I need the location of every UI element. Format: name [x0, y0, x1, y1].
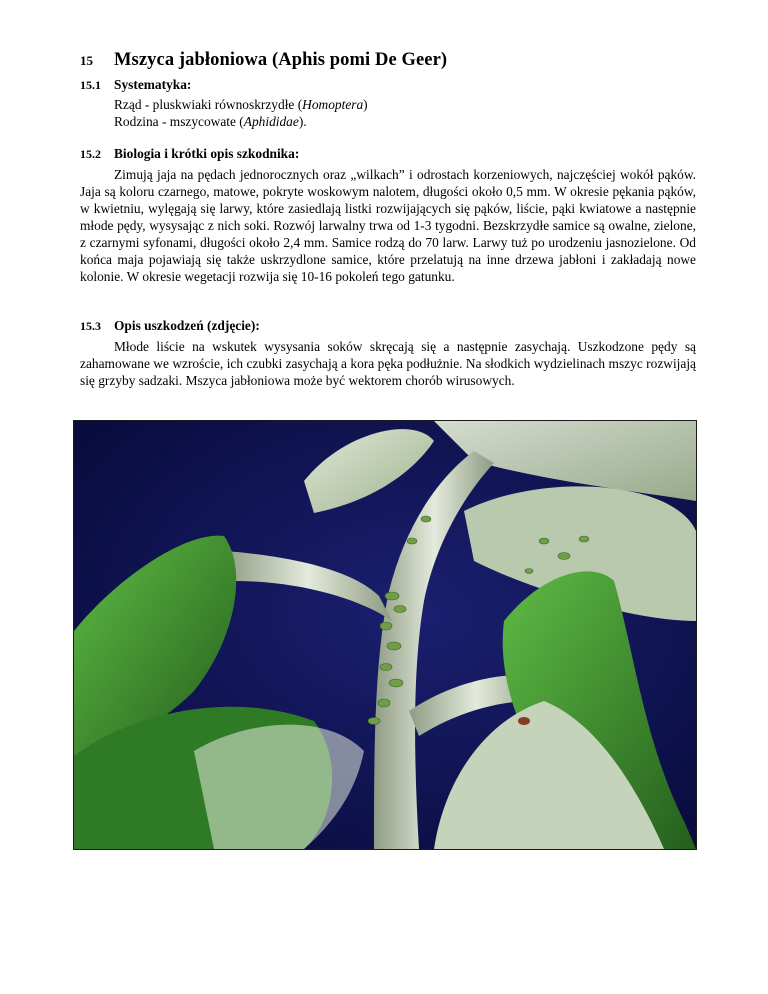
- biology-title: Biologia i krótki opis szkodnika:: [114, 146, 300, 161]
- systematics-title: Systematyka:: [114, 77, 192, 92]
- family-line: Rodzina - mszycowate (Aphididae).: [114, 114, 307, 129]
- order-latin: Homoptera: [302, 97, 364, 112]
- apple-shoot-with-aphids-photo: [73, 420, 697, 850]
- biology-heading: [80, 146, 299, 162]
- systematics-heading: [80, 77, 191, 93]
- damage-title: Opis uszkodzeń (zdjęcie):: [114, 318, 260, 333]
- systematics-list: [114, 96, 368, 130]
- damage-heading: [80, 318, 260, 334]
- damage-number: 15.3: [80, 319, 101, 333]
- section-number: 15: [80, 53, 93, 68]
- family-latin: Aphididae: [243, 114, 299, 129]
- section-title: Mszyca jabłoniowa (Aphis pomi De Geer): [114, 50, 448, 70]
- biology-paragraph: Zimują jaja na pędach jednorocznych oraz „wilkach” i odrostach korzeniowych, najczęściej wokół pąków. Jaja są koloru czarnego, matowe, pokryte woskowym nalotem, długości około 0,5 mm. W okresie pękania pąków, w kwietniu, wylęgają się larwy, które zasiedlają listki rozwijających się pąków, liście, pąki kwiatowe a następnie młode pędy, wysysając z nich soki. Rozwój larwalny trwa od 1-3 tygodni. Bezskrzydłe samice są owalne, zielone, z czarnymi syfonami, długości około 2,4 mm. Samice rodzą do 70 larw. Larwy tuż po urodzeniu jasnozielone. Od końca maja pojawiają się także uskrzydlone samice, które przelatują na inne drzewa jabłoni i zakładają nowe kolonie. W okresie wegetacji rozwija się 10-16 pokoleń tego gatunku.: [80, 167, 696, 284]
- biology-number: 15.2: [80, 147, 101, 161]
- damage-paragraph: Młode liście na wskutek wysysania soków skręcają się a następnie zasychają. Uszkodzone pędy są zahamowane we wzroście, ich czubki zasychają a kora pęka podłużnie. Na słodkich wydzielinach mszyc rozwijają się grzyby sadzaki. Mszyca jabłoniowa może być wektorem chorób wirusowych.: [80, 339, 696, 388]
- photo-illustration: [74, 421, 696, 849]
- brown-spot: [518, 717, 530, 725]
- systematics-number: 15.1: [80, 78, 101, 92]
- section-heading: [80, 50, 447, 71]
- order-line: Rząd - pluskwiaki równoskrzydłe (Homoptera): [114, 97, 368, 112]
